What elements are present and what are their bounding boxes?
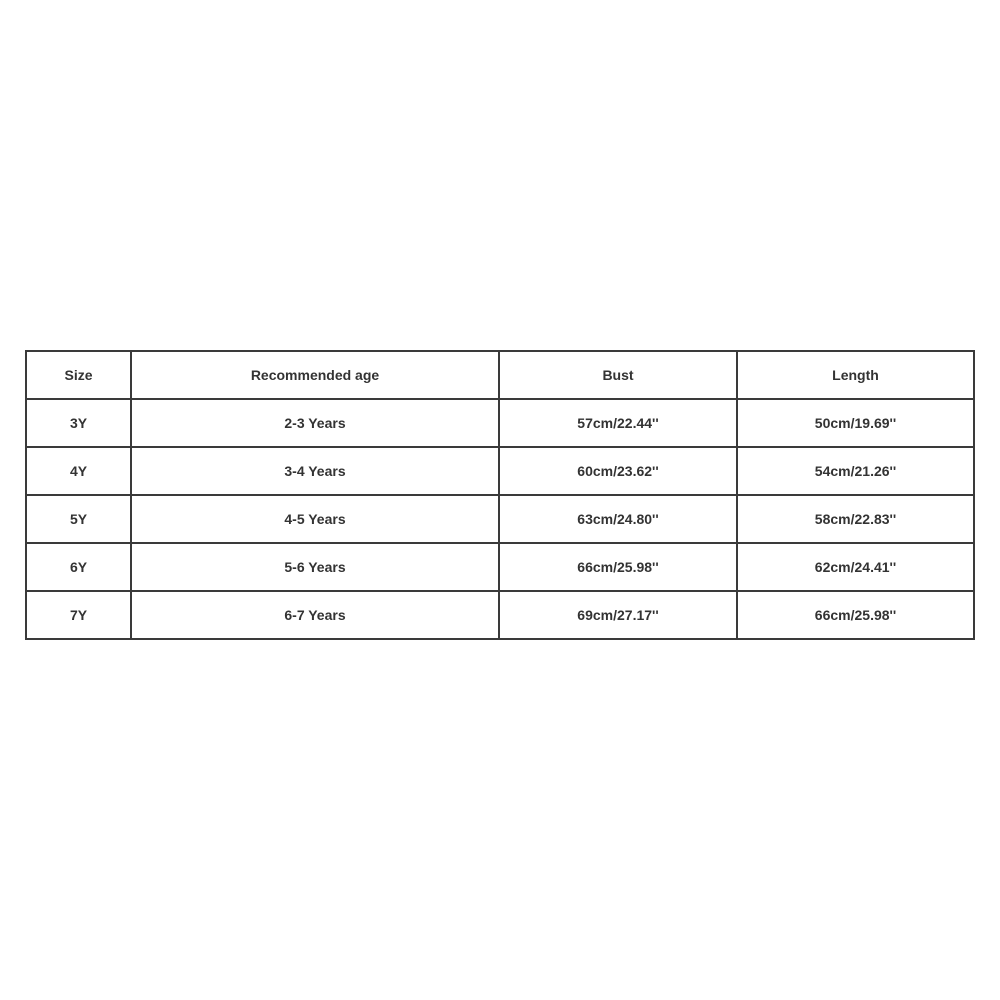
table-row	[26, 399, 974, 447]
cell-length: 58cm/22.83''	[737, 495, 974, 543]
cell-bust: 63cm/24.80''	[499, 495, 737, 543]
cell-bust: 69cm/27.17''	[499, 591, 737, 639]
table-row	[26, 495, 974, 543]
cell-bust: 66cm/25.98''	[499, 543, 737, 591]
cell-length: 62cm/24.41''	[737, 543, 974, 591]
table-header-row	[26, 351, 974, 399]
cell-recommended-age: 6-7 Years	[131, 591, 499, 639]
cell-size: 4Y	[26, 447, 131, 495]
table-row	[26, 447, 974, 495]
header-length: Length	[737, 351, 974, 399]
cell-size: 3Y	[26, 399, 131, 447]
cell-recommended-age: 3-4 Years	[131, 447, 499, 495]
cell-recommended-age: 4-5 Years	[131, 495, 499, 543]
cell-recommended-age: 2-3 Years	[131, 399, 499, 447]
cell-bust: 57cm/22.44''	[499, 399, 737, 447]
cell-recommended-age: 5-6 Years	[131, 543, 499, 591]
cell-length: 54cm/21.26''	[737, 447, 974, 495]
cell-size: 7Y	[26, 591, 131, 639]
cell-size: 5Y	[26, 495, 131, 543]
header-bust: Bust	[499, 351, 737, 399]
table-row	[26, 543, 974, 591]
table-row	[26, 591, 974, 639]
header-recommended-age: Recommended age	[131, 351, 499, 399]
cell-size: 6Y	[26, 543, 131, 591]
cell-length: 66cm/25.98''	[737, 591, 974, 639]
size-chart-table	[25, 350, 975, 640]
cell-bust: 60cm/23.62''	[499, 447, 737, 495]
cell-length: 50cm/19.69''	[737, 399, 974, 447]
header-size: Size	[26, 351, 131, 399]
